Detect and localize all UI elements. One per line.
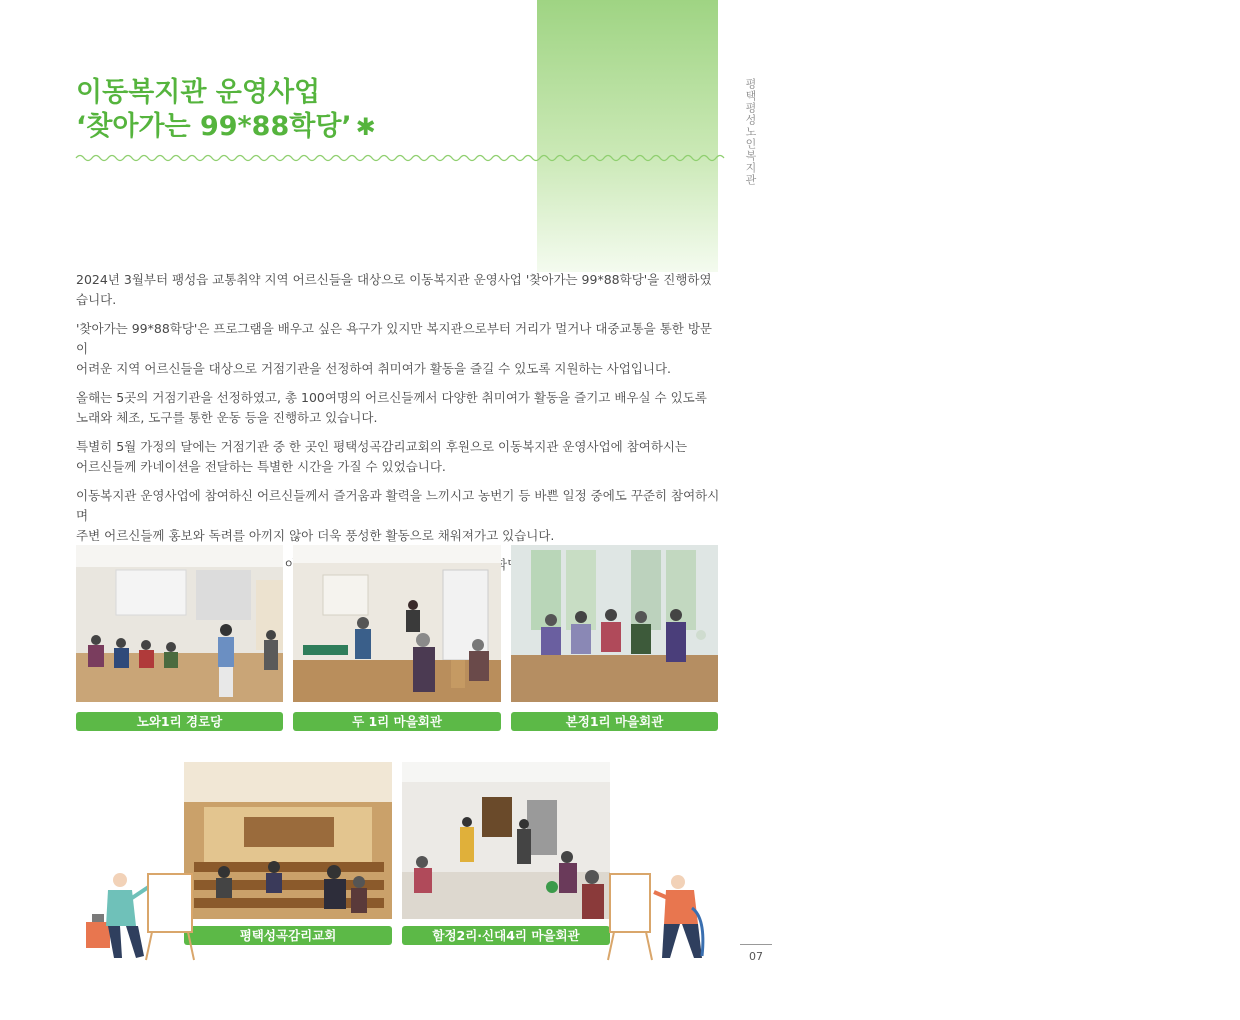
painter-illustration-left bbox=[86, 868, 198, 960]
painter-illustration-right bbox=[606, 868, 710, 960]
page-title bbox=[76, 76, 376, 144]
title-line-1: 이동복지관 운영사업 bbox=[76, 77, 321, 108]
page-number-rule bbox=[740, 944, 772, 945]
title-line-2 bbox=[76, 110, 376, 144]
side-label: 평택평성노인복지관 bbox=[744, 78, 757, 186]
photo-village-hall-activity bbox=[402, 762, 610, 919]
photo-church-hall-exercise bbox=[184, 762, 392, 919]
photo-village-hall-exercise bbox=[293, 545, 501, 702]
asterisk-icon: ✱ bbox=[1183, 40, 1200, 64]
paragraph: 이동복지관 운영사업에 참여하신 어르신들께서 즐거움과 활력을 느끼시고 농번기 등 바쁜 일정 중에도 꾸준히 참여하시며 주변 어르신들께 홍보와 독려를 아끼지 않아 더욱 풍성한 활동으로 채워져가고 있습니다. bbox=[76, 488, 720, 543]
article-body bbox=[76, 270, 720, 584]
paragraph: 올해는 5곳의 거점기관을 선정하였고, 총 100여명의 어르신들께서 다양한 취미여가 활동을 즐기고 배우실 수 있도록 노래와 체조, 도구를 통한 운동 등을 진행하고 있습니다. bbox=[76, 390, 707, 425]
asterisk-icon: ✱ bbox=[355, 113, 376, 141]
photo-caption: 두 1리 마을회관 bbox=[293, 712, 501, 731]
photo-caption: 평택성곡감리교회 bbox=[184, 926, 392, 945]
asterisk-icon: ✱ bbox=[1211, 11, 1240, 51]
paragraph: 특별히 5월 가정의 달에는 거점기관 중 한 곳인 평택성곡감리교회의 후원으로 이동복지관 운영사업에 참여하시는 어르신들께 카네이션을 전달하는 특별한 시간을 가질 수 있었습니다. bbox=[76, 439, 688, 474]
paragraph: '찾아가는 99*88학당'은 프로그램을 배우고 싶은 욕구가 있지만 복지관으로부터 거리가 멀거나 대중교통을 통한 방문이 어려운 지역 어르신들을 대상으로 거점기관을 선정하여 취미여가 활동을 즐길 수 있도록 지원하는 사업입니다. bbox=[76, 321, 712, 376]
paragraph: 2024년 3월부터 팽성읍 교통취약 지역 어르신들을 대상으로 이동복지관 운영사업 '찾아가는 99*88학당'을 진행하였습니다. bbox=[76, 272, 712, 307]
photo-caption: 함정2리·신대4리 마을회관 bbox=[402, 926, 610, 945]
photo-caption: 본정1리 마을회관 bbox=[511, 712, 718, 731]
photo-village-hall-carnations bbox=[511, 545, 718, 702]
wavy-divider bbox=[76, 152, 718, 164]
photo-senior-center-exercise bbox=[76, 545, 283, 702]
photo-caption: 노와1리 경로당 bbox=[76, 712, 283, 731]
title-line-2-text: ‘찾아가는 99*88학당’ bbox=[76, 111, 352, 142]
page-number: 07 bbox=[749, 950, 763, 963]
